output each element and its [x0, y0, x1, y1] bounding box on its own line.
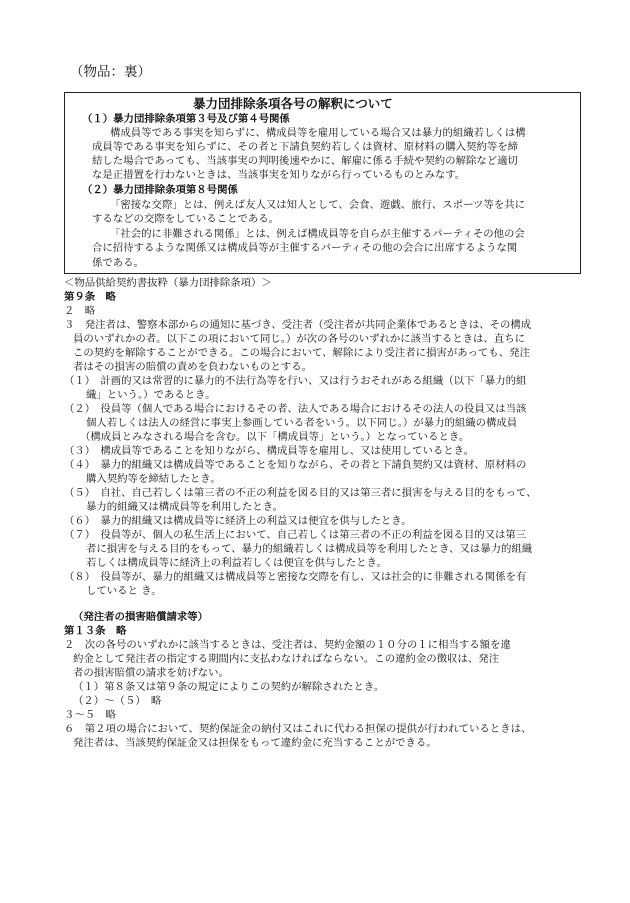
- body-line: ３～５ 略: [64, 709, 116, 721]
- body-line: 員のいずれかの者。以下この項において同じ。）が次の各号のいずれかに該当するときは、直ちに: [73, 333, 525, 345]
- box-paragraph-line: 合に招待するような関係又は構成員等が主催するパーティその他の会合に出席するような関: [92, 242, 518, 254]
- body-line: 購入契約等を締結したとき。: [86, 473, 221, 485]
- box-paragraph-line: 係である。: [92, 257, 144, 269]
- box-paragraph-line: 「密接な交際」とは、例えば友人又は知人として、会食、遊戯、旅行、スポーツ等を共に: [110, 199, 525, 211]
- article-heading: 第９条 略: [64, 291, 116, 303]
- body-line: （３） 構成員等であることを知りながら、構成員等を雇用し、又は使用しているとき。: [64, 445, 475, 457]
- body-line: （５） 自社、自己若しくは第三者の不正の利益を図る目的又は第三者に損害を与える目的をもって、: [64, 487, 537, 499]
- box-paragraph-line: 結した場合であっても、当該事実の判明後速やかに、解雇に係る手続や契約の解除など適切: [92, 155, 518, 167]
- body-line: （６） 暴力的組織又は構成員等に経済上の利益又は便宜を供与したとき。: [64, 515, 412, 527]
- excerpt-heading: ＜物品供給契約書抜粋（暴力団排除条項）＞: [64, 277, 272, 289]
- box-paragraph-line: 成員等である事実を知らずに、その者と下請負契約若しくは資材、原材料の購入契約等を締: [92, 141, 519, 153]
- body-line: ２ 次の各号のいずれかに該当するときは、受注者は、契約金額の１０分の１に相当する額を違: [64, 639, 511, 651]
- box-paragraph-line: 「社会的に非難される関係」とは、例えば構成員等を自らが主催するパーティその他の会: [110, 228, 525, 240]
- body-line: （８） 役員等が、暴力的組織又は構成員等と密接な交際を有し、又は社会的に非難される関係を有: [64, 571, 527, 583]
- box-paragraph-line: な是正措置を行わないときは、当該事実を知りながら行っているものとみなす。: [92, 169, 466, 181]
- body-line: この契約を解除することができる。この場合において、解除により受注者に損害があっても、発注: [73, 347, 530, 359]
- body-line: していると き。: [86, 585, 162, 597]
- body-line: （２） 役員等（個人である場合におけるその者、法人である場合におけるその法人の役員又は当該: [64, 403, 527, 415]
- body-line: （２）～（５） 略: [73, 695, 162, 707]
- box-paragraph-line: するなどの交際をしていることである。: [92, 213, 280, 225]
- body-line: ２ 略: [64, 305, 96, 317]
- box-paragraph-line: 構成員等である事実を知らずに、構成員等を雇用している場合又は暴力的組織若しくは構: [110, 127, 526, 139]
- body-line: ６ 第２項の場合において、契約保証金の納付又はこれに代わる担保の提供が行われているときは、: [64, 723, 532, 735]
- body-line: 発注者は、当該契約保証金又は担保をもって違約金に充当することができる。: [73, 737, 437, 749]
- body-line: 約金として発注者の指定する期間内に支払わなければならない。この違約金の徴収は、発注: [73, 653, 500, 665]
- section-heading: （発注者の損害賠償請求等）: [73, 611, 209, 623]
- header-label: （物品：裏）: [70, 64, 151, 80]
- body-line: （１）第８条又は第９条の規定によりこの契約が解除されたとき。: [73, 681, 385, 693]
- article-heading: 第１３条 略: [64, 625, 127, 637]
- box-section-heading: （１）暴力団排除条項第３号及び第４号関係: [82, 113, 290, 125]
- body-line: （１） 計画的又は常習的に暴力的不法行為等を行い、又は行うおそれがある組織（以下「暴力的組: [64, 375, 527, 387]
- box-section-heading: （２）暴力団排除条項第８号関係: [82, 184, 238, 196]
- body-line: 者に損害を与える目的をもって、暴力的組織若しくは構成員等を利用したとき、又は暴力的組織: [86, 543, 533, 555]
- box-title: 暴力団排除条項各号の解釈について: [193, 96, 393, 111]
- body-line: （構成員とみなされる場合を含む。以下「構成員等」という。）となっているとき。: [80, 431, 470, 443]
- body-line: 個人若しくは法人の経営に事実上参画している者をいう。以下同じ。）が暴力的組織の構成員: [86, 417, 518, 429]
- body-line: （７） 役員等が、個人の私生活上において、自己若しくは第三者の不正の利益を図る目的又は第三: [64, 529, 527, 541]
- body-line: 者はその損害の賠償の責めを負わないものとする。: [73, 361, 312, 373]
- body-line: 暴力的組織又は構成員等を利用したとき。: [86, 501, 284, 513]
- body-line: （４） 暴力的組織又は構成員等であることを知りながら、その者と下請負契約又は資材、原材料の: [64, 459, 527, 471]
- body-line: 者の損害賠償の請求を妨げない。: [73, 667, 229, 679]
- body-line: 若しくは構成員等に経済上の利益若しくは便宜を供与したとき。: [86, 557, 387, 569]
- body-line: 織」という。）であるとき。: [86, 389, 216, 401]
- body-line: ３ 発注者は、警察本部からの通知に基づき、受注者（受注者が共同企業体であるときは、その構成: [64, 319, 532, 331]
